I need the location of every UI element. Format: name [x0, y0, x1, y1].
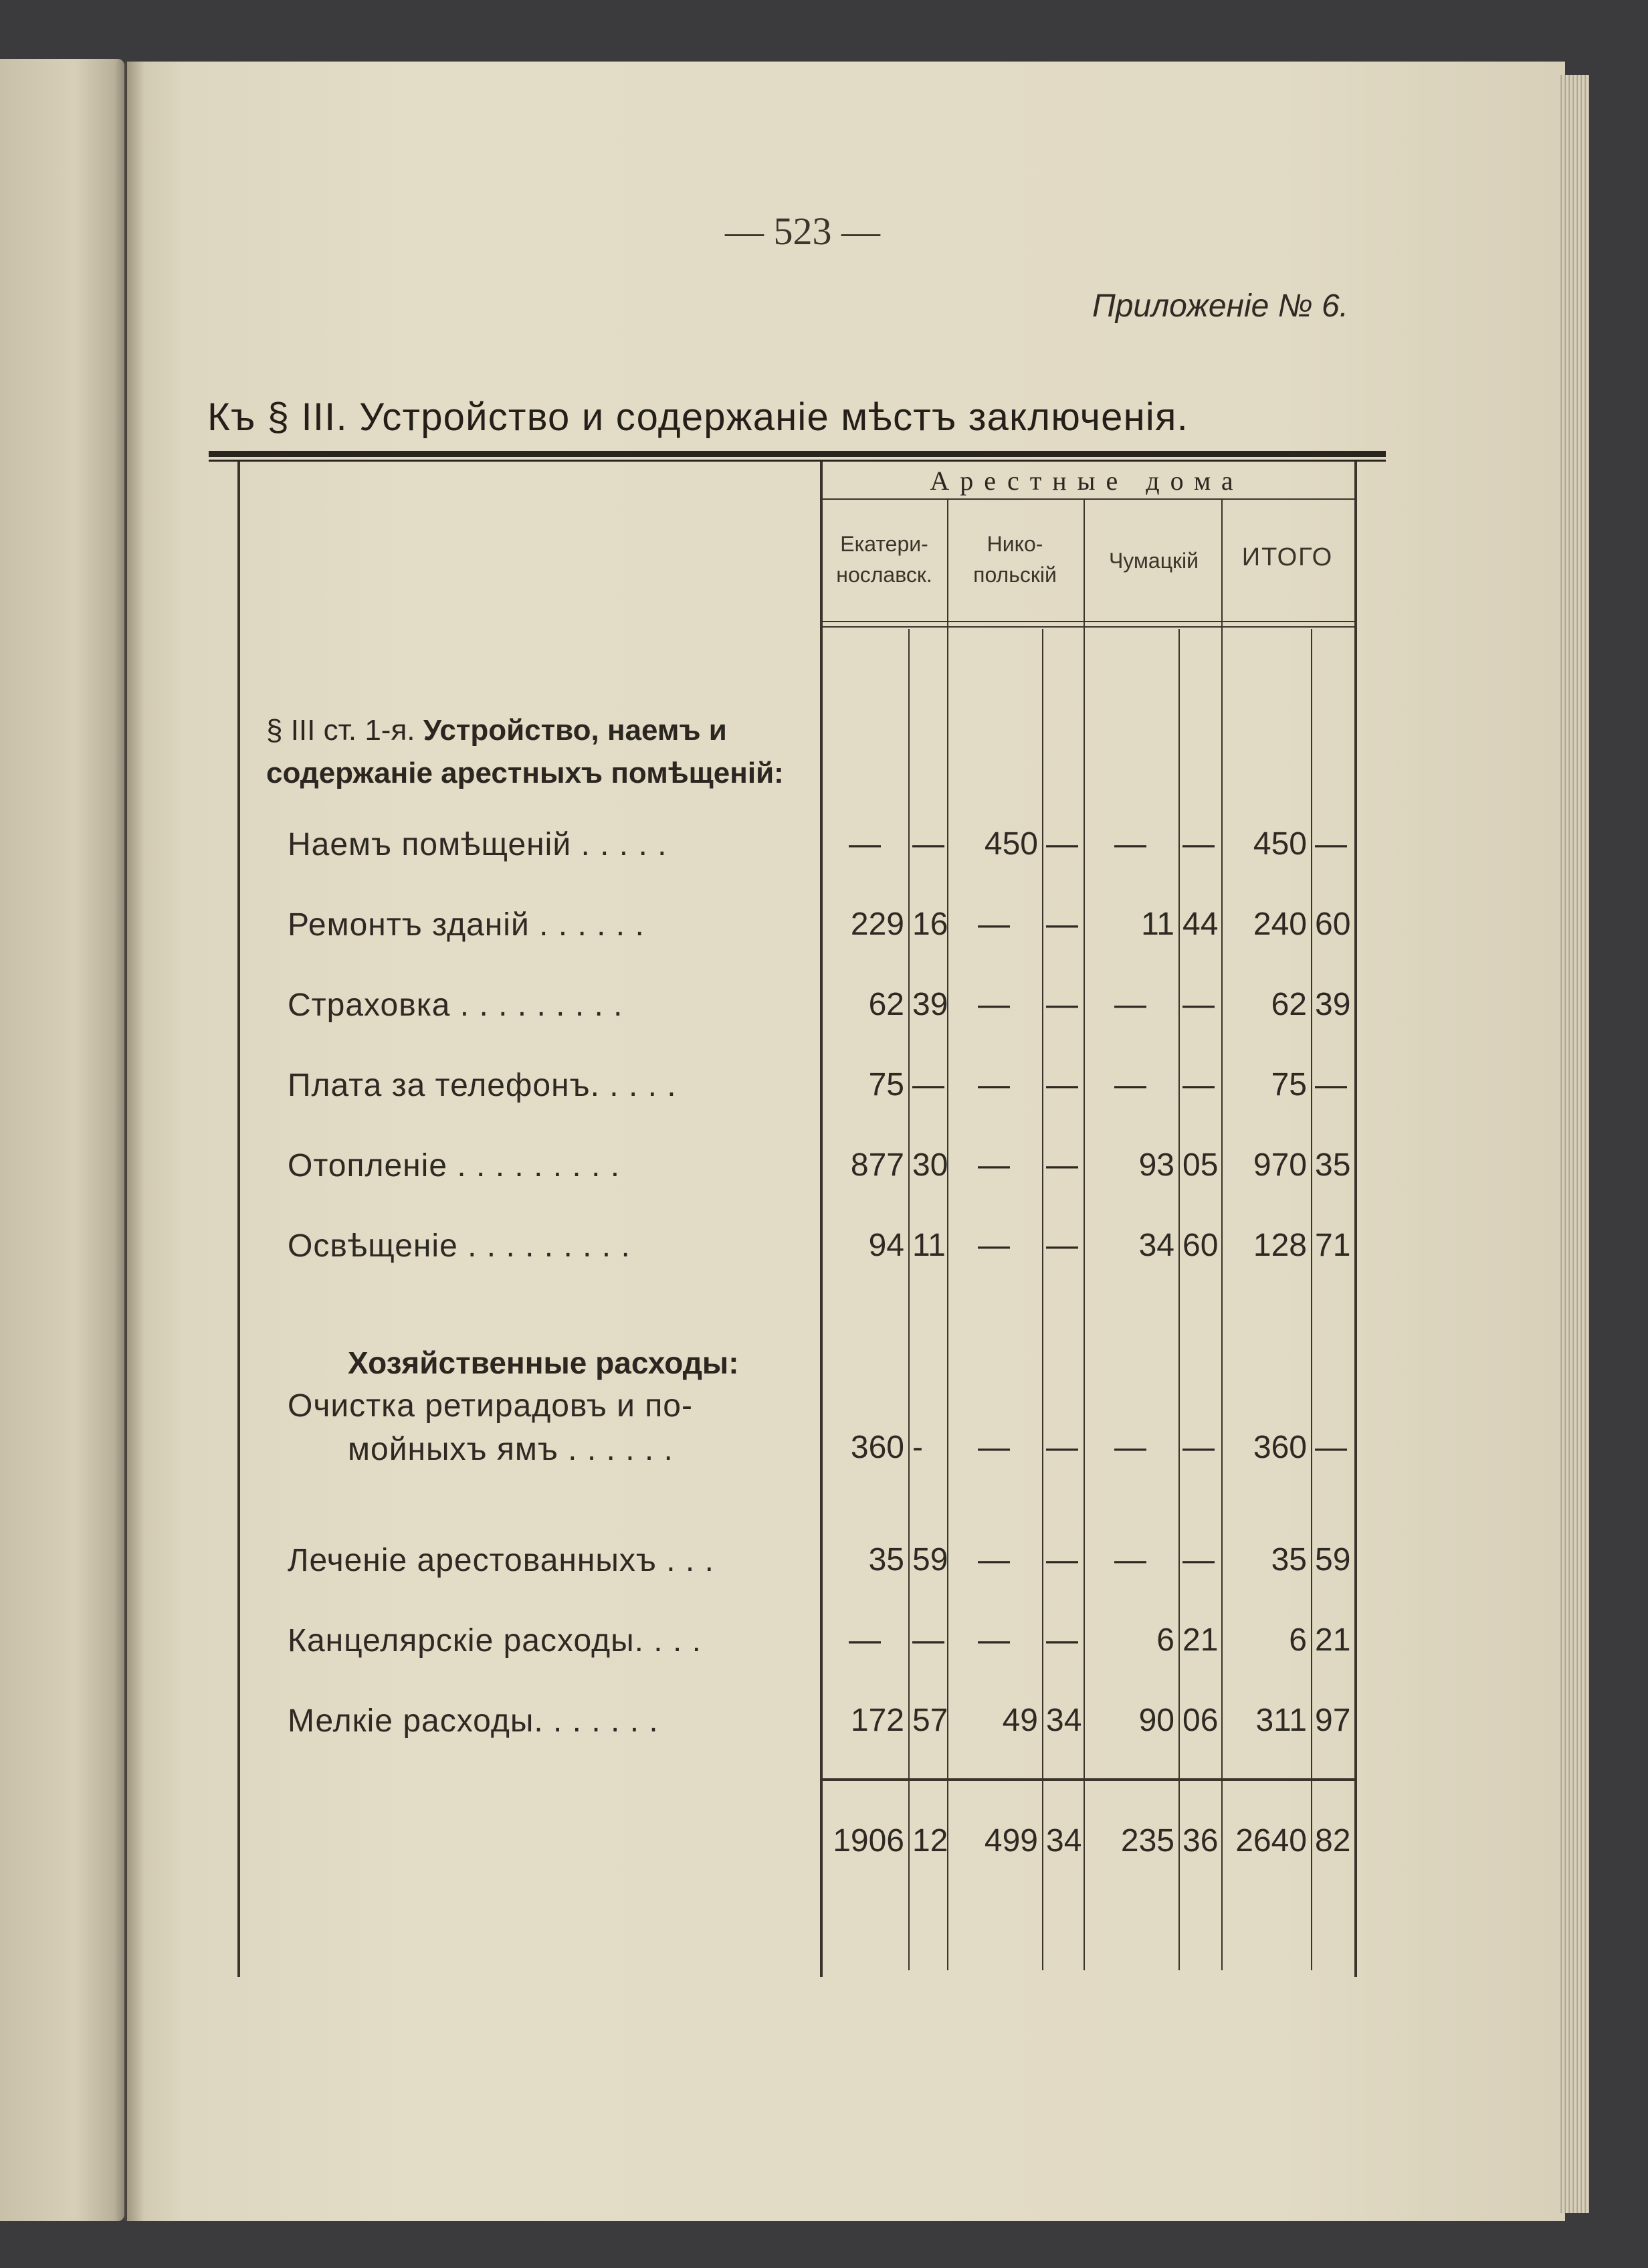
table-cell: 450 [984, 826, 1038, 862]
table-cell: 39 [1315, 987, 1351, 1022]
table-cell: 60 [1182, 1228, 1219, 1263]
table-cell: 34 [1046, 1703, 1082, 1738]
total-cell: 235 [1120, 1823, 1174, 1859]
table-cell: 35 [868, 1542, 904, 1578]
table-cell: 39 [912, 987, 948, 1022]
section-title-bold: Устройство, наемъ и содержанiе арестныхъ помѣщенiй: [266, 714, 784, 789]
table-cell: — [912, 1622, 944, 1658]
row-label-line1: Освѣщенiе . . . . . . . . . [288, 1228, 631, 1264]
table-cell: — [978, 907, 1010, 942]
table-cell: 62 [1271, 987, 1307, 1022]
table-cell: — [978, 1542, 1010, 1578]
row-label [288, 826, 803, 864]
table-cell: 450 [1253, 826, 1307, 862]
table-cell: 59 [1315, 1542, 1351, 1578]
table-cell: - [912, 1430, 923, 1465]
row-label [288, 1227, 803, 1266]
table-cell: — [978, 1147, 1010, 1183]
row-label [288, 1147, 803, 1186]
column-header-divider [947, 498, 948, 626]
section-title [266, 709, 828, 795]
row-label [288, 986, 803, 1025]
column-header-line1: Екатери- [840, 532, 928, 556]
table-cell: 11 [912, 1228, 946, 1263]
page-number: — 523 — [725, 209, 880, 253]
table-left-border [237, 462, 240, 1977]
column-header-line2: польскiй [973, 563, 1057, 587]
book-page [127, 62, 1565, 2221]
column-divider [947, 626, 948, 1970]
column-header-line1: Нико- [987, 532, 1043, 556]
row-label-line1: Наемъ помѣщенiй . . . . . [288, 827, 667, 862]
page-stack-edge [1558, 75, 1589, 2213]
total-cell: 12 [912, 1823, 948, 1859]
group-header-rule [823, 498, 1354, 500]
total-cell: 499 [984, 1823, 1038, 1859]
table-cell: 6 [1289, 1622, 1307, 1658]
column-header-line1: Чумацкiй [1108, 549, 1199, 573]
table-cell: 21 [1182, 1622, 1219, 1658]
row-label-line1: Леченiе арестованныхъ . . . [288, 1543, 714, 1578]
table-cell: — [1046, 1430, 1078, 1465]
table-cell: 35 [1271, 1542, 1307, 1578]
table-cell: — [978, 1622, 1010, 1658]
table-cell: 34 [1138, 1228, 1174, 1263]
row-label [288, 1385, 803, 1472]
row-label [288, 1622, 803, 1661]
table-cell: — [912, 826, 944, 862]
total-cell: 1906 [833, 1823, 904, 1859]
table-cell: 05 [1182, 1147, 1219, 1183]
page-heading: Къ § III. Устройство и содержанiе мѣстъ заключенiя. [207, 395, 1189, 439]
table-cell: — [978, 987, 1010, 1022]
section-title-prefix: § III ст. 1-я. [266, 714, 415, 747]
top-rule-thin [209, 460, 1386, 462]
table-cell: — [978, 1228, 1010, 1263]
table-cell: 44 [1182, 907, 1219, 942]
label-column-divider [820, 462, 823, 1977]
total-cell: 36 [1182, 1823, 1219, 1859]
table-cell: 229 [850, 907, 904, 942]
row-label [288, 1066, 803, 1105]
table-cell: — [1046, 1228, 1078, 1263]
row-label-line1: Ремонтъ зданiй . . . . . . [288, 907, 645, 943]
table-cell: — [1315, 1067, 1347, 1103]
row-label-line1: Отопленiе . . . . . . . . . [288, 1148, 621, 1184]
table-cell: 49 [1002, 1703, 1038, 1738]
table-cell: — [1114, 987, 1146, 1022]
column-header-rule [823, 626, 1354, 628]
table-cell: 62 [868, 987, 904, 1022]
appendix-label: Приложенiе № 6. [1092, 288, 1348, 324]
table-cell: — [912, 1067, 944, 1103]
totals-rule [823, 1778, 1354, 1781]
table-cell: — [1114, 1430, 1146, 1465]
table-cell: 970 [1253, 1147, 1307, 1183]
row-label-line1: Страховка . . . . . . . . . [288, 987, 623, 1023]
table-cell: 35 [1315, 1147, 1351, 1183]
table-cell: 90 [1138, 1703, 1174, 1738]
column-divider [1221, 626, 1223, 1970]
table-cell: — [1046, 826, 1078, 862]
table-cell: 128 [1253, 1228, 1307, 1263]
table-cell: 21 [1315, 1622, 1351, 1658]
table-cell: — [1182, 1067, 1215, 1103]
table-cell: 71 [1315, 1228, 1351, 1263]
table-cell: — [1182, 826, 1215, 862]
table-cell: 311 [1255, 1703, 1307, 1738]
column-header-nikopolsky [950, 529, 1080, 591]
table-cell: — [1046, 907, 1078, 942]
table-right-border [1354, 462, 1357, 1977]
table-cell: — [849, 1622, 881, 1658]
table-cell: — [1046, 1542, 1078, 1578]
table-cell: 59 [912, 1542, 948, 1578]
table-cell: 16 [912, 907, 948, 942]
column-header-ekaterinoslavsk [824, 529, 944, 591]
column-divider [1084, 626, 1085, 1970]
total-cell: 82 [1315, 1823, 1351, 1859]
row-label [288, 906, 803, 945]
column-header-line2: нославск. [836, 563, 932, 587]
table-cell: 172 [850, 1703, 904, 1738]
table-cell: 06 [1182, 1703, 1219, 1738]
table-cell: — [1182, 1542, 1215, 1578]
table-cell: — [1046, 987, 1078, 1022]
table-cell: 240 [1253, 907, 1307, 942]
row-label [288, 1702, 803, 1741]
table-cell: — [978, 1430, 1010, 1465]
table-cell: — [849, 826, 881, 862]
row-label-line2: мойныхъ ямъ . . . . . . [348, 1431, 674, 1467]
table-cell: — [1114, 1067, 1146, 1103]
table-cell: 877 [850, 1147, 904, 1183]
total-cell: 2640 [1235, 1823, 1307, 1859]
table-cell: 94 [868, 1228, 904, 1263]
table-cell: 97 [1315, 1703, 1351, 1738]
column-header-rule [823, 621, 1354, 622]
row-label [288, 1541, 803, 1580]
table-cell: 75 [868, 1067, 904, 1103]
row-label-line1: Канцелярскiе расходы. . . . [288, 1623, 702, 1659]
column-header-line1: ИТОГО [1241, 543, 1334, 571]
table-cell: — [1182, 987, 1215, 1022]
group-header: Арестные дома [930, 466, 1244, 496]
total-cell: 34 [1046, 1823, 1082, 1859]
table-cell: — [1114, 826, 1146, 862]
table-cell: 360 [850, 1430, 904, 1465]
table-cell: — [1046, 1622, 1078, 1658]
table-cell: — [1315, 826, 1347, 862]
table-cell: — [1114, 1542, 1146, 1578]
table-cell: 30 [912, 1147, 948, 1183]
table-cell: 57 [912, 1703, 948, 1738]
table-cell: 60 [1315, 907, 1351, 942]
table-cell: — [1046, 1147, 1078, 1183]
gutter-shadow [124, 62, 144, 2221]
subsection-title: Хозяйственные расходы: [348, 1345, 739, 1380]
column-header-divider [1084, 498, 1085, 626]
top-rule [209, 451, 1386, 457]
left-page-edge [0, 59, 124, 2221]
row-label-line1: Очистка ретирадовъ и по- [288, 1388, 693, 1424]
table-cell: 6 [1156, 1622, 1174, 1658]
table-cell: — [1046, 1067, 1078, 1103]
table-cell: 360 [1253, 1430, 1307, 1465]
table-cell: — [1182, 1430, 1215, 1465]
column-header-itogo [1224, 539, 1351, 576]
table-cell: — [1315, 1430, 1347, 1465]
column-header-divider [1221, 498, 1223, 626]
table-cell: 11 [1141, 907, 1174, 942]
row-label-line1: Мелкiе расходы. . . . . . . [288, 1703, 659, 1739]
column-header-chumatsky [1087, 545, 1221, 576]
table-cell: 75 [1271, 1067, 1307, 1103]
table-cell: 93 [1138, 1147, 1174, 1183]
table-cell: — [978, 1067, 1010, 1103]
row-label-line1: Плата за телефонъ. . . . . [288, 1068, 677, 1103]
